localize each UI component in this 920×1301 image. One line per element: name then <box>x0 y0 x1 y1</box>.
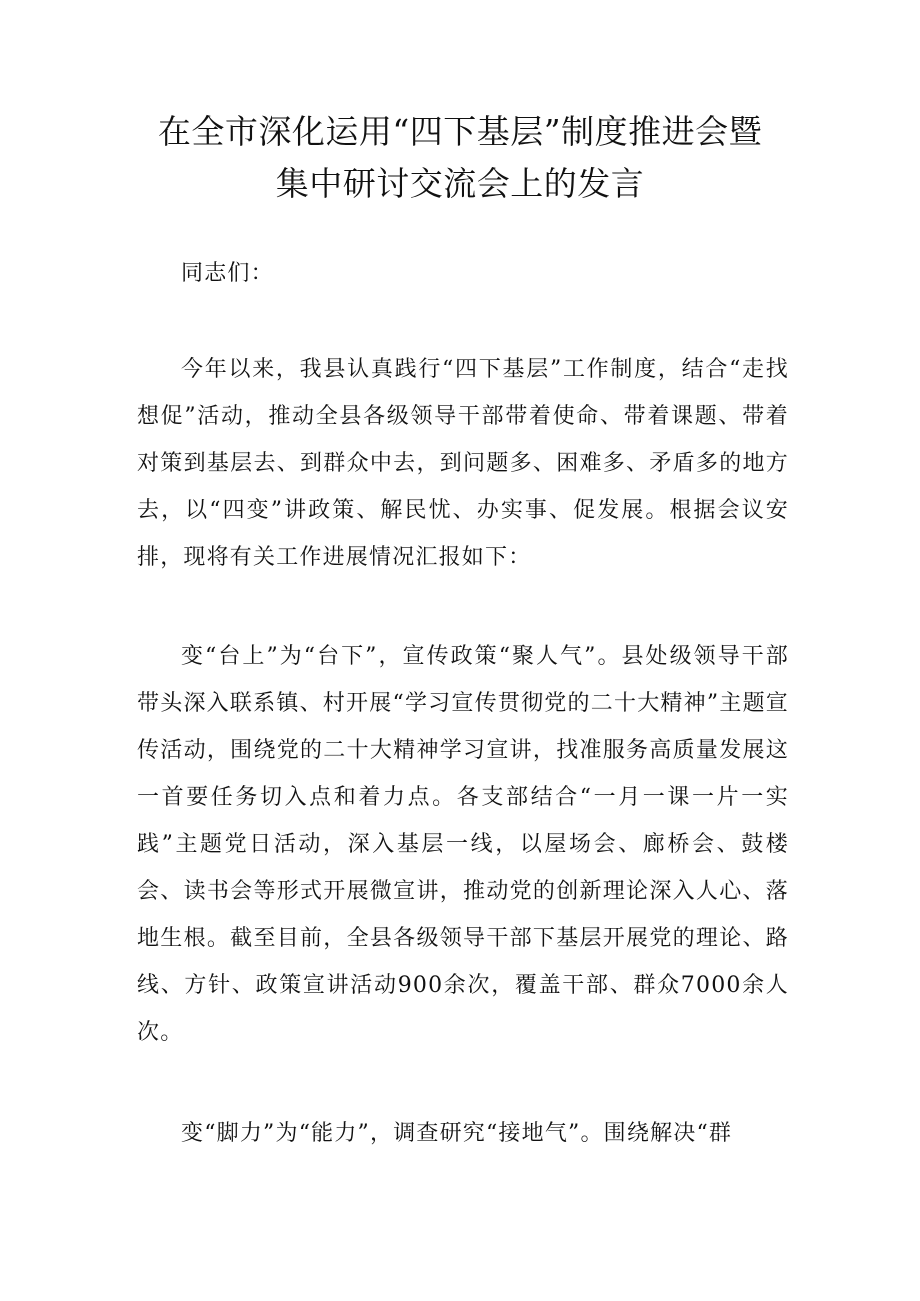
paragraph-intro: 今年以来，我县认真践行“四下基层”工作制度，结合“走找想促”活动，推动全县各级领导干部带着使命、带着课题、带着对策到基层去、到群众中去，到问题多、困难多、矛盾多的地方去，以“四变”讲政策、解民忧、办实事、促发展。根据会议安排，现将有关工作进展情况汇报如下： <box>137 357 789 570</box>
title-line-1: 在全市深化运用“四下基层”制度推进会暨 <box>157 112 763 151</box>
title-line-2: 集中研讨交流会上的发言 <box>275 164 645 203</box>
paragraph-research: 变“脚力”为“能力”，调查研究“接地气”。围绕解决“群 <box>181 1121 733 1146</box>
paragraph-policy-promotion: 变“台上”为“台下”，宣传政策“聚人气”。县处级领导干部带头深入联系镇、村开展“学习宣传贯彻党的二十大精神”主题宣传活动，围绕党的二十大精神学习宣讲，找准服务高质量发展这一首要任务切入点和着力点。各支部结合“一月一课一片一实践”主题党日活动，深入基层一线，以屋场会、廊桥会、鼓楼会、读书会等形式开展微宣讲，推动党的创新理论深入人心、落地生根。截至目前，全县各级领导干部下基层开展党的理论、路线、方针、政策宣讲活动900余次，覆盖干部、群众7000余人次。 <box>137 644 789 1045</box>
greeting: 同志们： <box>181 261 274 286</box>
document-title <box>120 106 800 210</box>
